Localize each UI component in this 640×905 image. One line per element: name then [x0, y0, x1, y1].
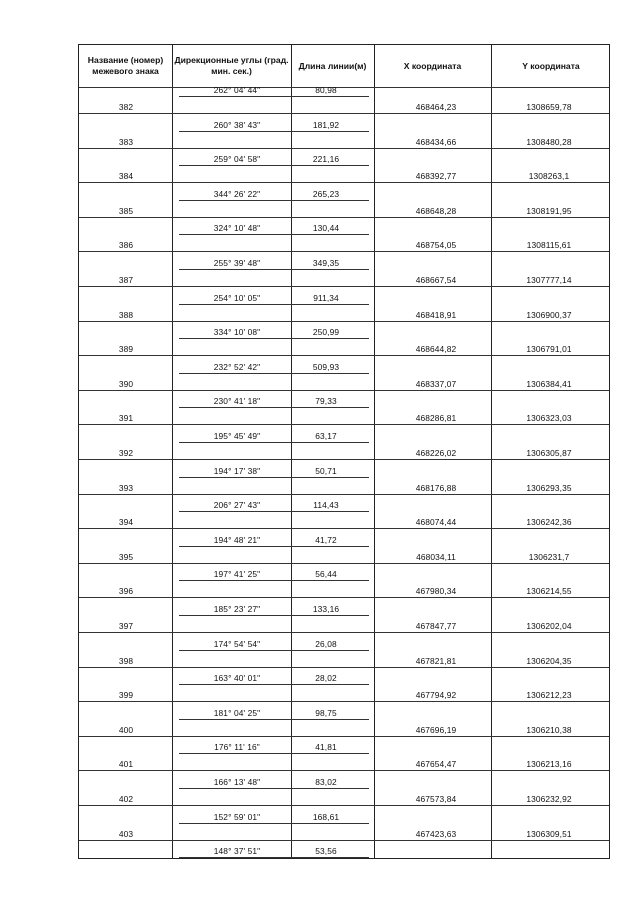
y-coordinate-cell: 1308659,78: [526, 102, 572, 112]
line-length-cell: 53,56: [315, 846, 337, 857]
point-name-cell: 392: [118, 448, 134, 458]
row-underline: [179, 580, 369, 581]
x-coordinate-cell: 468392,77: [415, 171, 457, 182]
line-length-cell: 250,99: [312, 327, 340, 338]
header-y-coordinate: Y координата: [522, 60, 580, 71]
line-length-cell: 79,33: [315, 396, 337, 407]
x-coordinate-cell: 468434,66: [415, 136, 457, 147]
point-name-cell: 388: [118, 309, 134, 320]
row-underline: [179, 684, 369, 685]
point-name-cell: 387: [118, 275, 134, 285]
x-coordinate-cell: 467654,47: [415, 759, 457, 770]
survey-table: [78, 44, 610, 859]
point-name-cell: 403: [118, 828, 134, 839]
y-coordinate-cell: 1306232,92: [526, 794, 572, 804]
y-coordinate-cell: 1308115,61: [526, 240, 572, 251]
y-coordinate-cell: 1306214,55: [526, 586, 572, 597]
line-length-cell: 83,02: [315, 777, 337, 787]
direction-angle-cell: 194° 48' 21": [213, 534, 261, 545]
x-coordinate-cell: 468286,81: [415, 413, 457, 424]
y-coordinate-cell: 1308263,1: [528, 171, 570, 182]
direction-angle-cell: 185° 23' 27": [213, 604, 261, 614]
row-underline: [179, 407, 369, 408]
row-underline: [179, 788, 369, 789]
row-underline: [79, 597, 609, 598]
x-coordinate-cell: 467980,34: [415, 586, 457, 597]
row-underline: [79, 528, 609, 529]
row-underline: [79, 355, 609, 356]
row-underline: [79, 113, 609, 114]
direction-angle-cell: 174° 54' 54": [213, 638, 261, 649]
direction-angle-cell: 334° 10' 08": [213, 327, 261, 338]
direction-angle-cell: 255° 39' 48": [213, 258, 261, 268]
line-length-cell: 41,72: [315, 534, 337, 545]
direction-angle-cell: 262° 04' 44": [213, 85, 261, 95]
point-name-cell: 384: [118, 171, 134, 182]
row-underline: [179, 650, 369, 651]
y-coordinate-cell: 1306791,01: [526, 344, 572, 355]
row-underline: [79, 667, 609, 668]
row-underline: [79, 563, 609, 564]
direction-angle-cell: 181° 04' 25": [213, 707, 261, 718]
direction-angle-cell: 152° 59' 01": [213, 811, 261, 822]
direction-angle-cell: 232° 52' 42": [213, 361, 261, 372]
x-coordinate-cell: 467573,84: [415, 794, 457, 804]
x-coordinate-cell: 468034,11: [416, 551, 456, 562]
point-name-cell: 382: [118, 102, 134, 112]
line-length-cell: 28,02: [315, 673, 337, 684]
row-underline: [79, 286, 609, 287]
point-name-cell: 383: [118, 136, 134, 147]
direction-angle-cell: 195° 45' 49": [213, 431, 261, 441]
x-coordinate-cell: 468754,05: [415, 240, 457, 251]
row-underline: [79, 459, 609, 460]
point-name-cell: 389: [118, 344, 134, 355]
row-underline: [179, 753, 369, 754]
line-length-cell: 114,43: [313, 500, 339, 511]
point-name-cell: 395: [118, 551, 134, 562]
row-underline: [79, 182, 609, 183]
line-length-cell: 168,61: [312, 811, 340, 822]
y-coordinate-cell: 1307777,14: [526, 275, 572, 285]
row-underline: [79, 251, 609, 252]
row-underline: [179, 477, 369, 478]
direction-angle-cell: 260° 38' 43": [213, 119, 261, 130]
x-coordinate-cell: 467794,92: [415, 690, 457, 701]
point-name-cell: 402: [118, 794, 134, 804]
y-coordinate-cell: 1306212,23: [526, 690, 572, 701]
row-underline: [179, 304, 369, 305]
line-length-cell: 98,75: [315, 707, 337, 718]
row-underline: [79, 770, 609, 771]
y-coordinate-cell: 1306323,03: [526, 413, 572, 424]
y-coordinate-cell: 1308191,95: [526, 205, 572, 216]
x-coordinate-cell: 468418,91: [415, 309, 457, 320]
row-underline: [79, 701, 609, 702]
row-underline: [179, 234, 369, 235]
line-length-cell: 133,16: [312, 604, 340, 614]
point-name-cell: 396: [118, 586, 134, 597]
x-coordinate-cell: 467821,81: [415, 655, 457, 666]
row-underline: [79, 390, 609, 391]
direction-angle-cell: 197° 41' 25": [213, 569, 261, 580]
x-coordinate-cell: 468644,82: [415, 344, 457, 355]
y-coordinate-cell: 1306213,16: [526, 759, 572, 770]
x-coordinate-cell: 468464,23: [415, 102, 457, 112]
y-coordinate-cell: 1306384,41: [526, 378, 572, 389]
row-underline: [79, 148, 609, 149]
row-underline: [179, 719, 369, 720]
direction-angle-cell: 166° 13' 48": [213, 777, 261, 787]
point-name-cell: 390: [118, 378, 134, 389]
x-coordinate-cell: 468074,44: [415, 517, 457, 528]
y-coordinate-cell: 1306305,87: [526, 448, 572, 458]
row-underline: [79, 840, 609, 841]
row-underline: [179, 269, 369, 270]
point-name-cell: 386: [118, 240, 134, 251]
direction-angle-cell: 148° 37' 51": [213, 846, 261, 857]
row-underline: [179, 96, 369, 97]
row-underline: [179, 131, 369, 132]
row-underline: [79, 494, 609, 495]
x-coordinate-cell: 467423,63: [415, 828, 457, 839]
line-length-cell: 130,44: [312, 223, 340, 234]
line-length-cell: 26,08: [315, 638, 337, 649]
point-name-cell: 391: [118, 413, 134, 424]
point-name-cell: 397: [118, 621, 134, 631]
x-coordinate-cell: 468667,54: [415, 275, 457, 285]
direction-angle-cell: 194° 17' 38": [213, 465, 261, 476]
direction-angle-cell: 324° 10' 48": [213, 223, 261, 234]
line-length-cell: 221,16: [312, 154, 340, 165]
line-length-cell: 56,44: [315, 569, 337, 580]
row-underline: [179, 373, 369, 374]
row-underline: [179, 511, 369, 512]
line-length-cell: 509,93: [312, 361, 340, 372]
point-name-cell: 401: [118, 759, 134, 770]
y-coordinate-cell: 1306900,37: [526, 309, 572, 320]
x-coordinate-cell: 467696,19: [415, 724, 457, 735]
line-length-cell: 50,71: [315, 465, 337, 476]
y-coordinate-cell: 1306309,51: [526, 828, 572, 839]
y-coordinate-cell: 1306242,36: [526, 517, 572, 528]
row-underline: [179, 200, 369, 201]
x-coordinate-cell: 468337,07: [415, 378, 457, 389]
line-length-cell: 63,17: [315, 431, 337, 441]
x-coordinate-cell: 467847,77: [415, 621, 457, 631]
line-length-cell: 181,92: [312, 119, 340, 130]
point-name-cell: 400: [118, 724, 134, 735]
y-coordinate-cell: 1306210,38: [526, 724, 572, 735]
point-name-cell: 394: [118, 517, 134, 528]
header-line-length: Длина линии(м): [298, 60, 367, 71]
header-x-coordinate: X координата: [403, 60, 462, 71]
row-underline: [179, 615, 369, 616]
y-coordinate-cell: 1306231,7: [528, 551, 570, 562]
direction-angle-cell: 206° 27' 43": [213, 500, 261, 511]
y-coordinate-cell: 1306204,35: [526, 655, 572, 666]
row-underline: [179, 857, 369, 858]
point-name-cell: 399: [118, 690, 134, 701]
row-underline: [179, 165, 369, 166]
x-coordinate-cell: 468648,28: [415, 205, 457, 216]
line-length-cell: 80,98: [315, 85, 337, 95]
row-underline: [79, 217, 609, 218]
row-underline: [179, 546, 369, 547]
row-underline: [79, 805, 609, 806]
y-coordinate-cell: 1308480,28: [526, 136, 572, 147]
point-name-cell: 385: [118, 205, 134, 216]
line-length-cell: 41,81: [315, 742, 337, 753]
row-underline: [179, 823, 369, 824]
direction-angle-cell: 254° 10' 05": [213, 292, 261, 303]
row-underline: [79, 632, 609, 633]
direction-angle-cell: 344° 26' 22": [213, 188, 261, 199]
y-coordinate-cell: 1306202,04: [526, 621, 572, 631]
line-length-cell: 349,35: [312, 258, 340, 268]
direction-angle-cell: 259° 04' 58": [213, 154, 261, 165]
y-coordinate-cell: 1306293,35: [526, 482, 572, 493]
direction-angle-cell: 176° 11' 16": [214, 742, 260, 753]
line-length-cell: 265,23: [312, 188, 340, 199]
point-name-cell: 393: [118, 482, 134, 493]
direction-angle-cell: 163° 40' 01": [213, 673, 261, 684]
header-direction-angle: Дирекционные углы (град. мин. сек.): [174, 55, 289, 76]
direction-angle-cell: 230° 41' 18": [213, 396, 261, 407]
x-coordinate-cell: 468226,02: [415, 448, 457, 458]
row-underline: [179, 442, 369, 443]
point-name-cell: 398: [118, 655, 134, 666]
header-point-name: Название (номер) межевого знака: [87, 55, 164, 76]
row-underline: [79, 321, 609, 322]
x-coordinate-cell: 468176,88: [415, 482, 457, 493]
row-underline: [179, 338, 369, 339]
row-underline: [79, 424, 609, 425]
line-length-cell: 911,34: [313, 292, 339, 303]
row-underline: [79, 736, 609, 737]
